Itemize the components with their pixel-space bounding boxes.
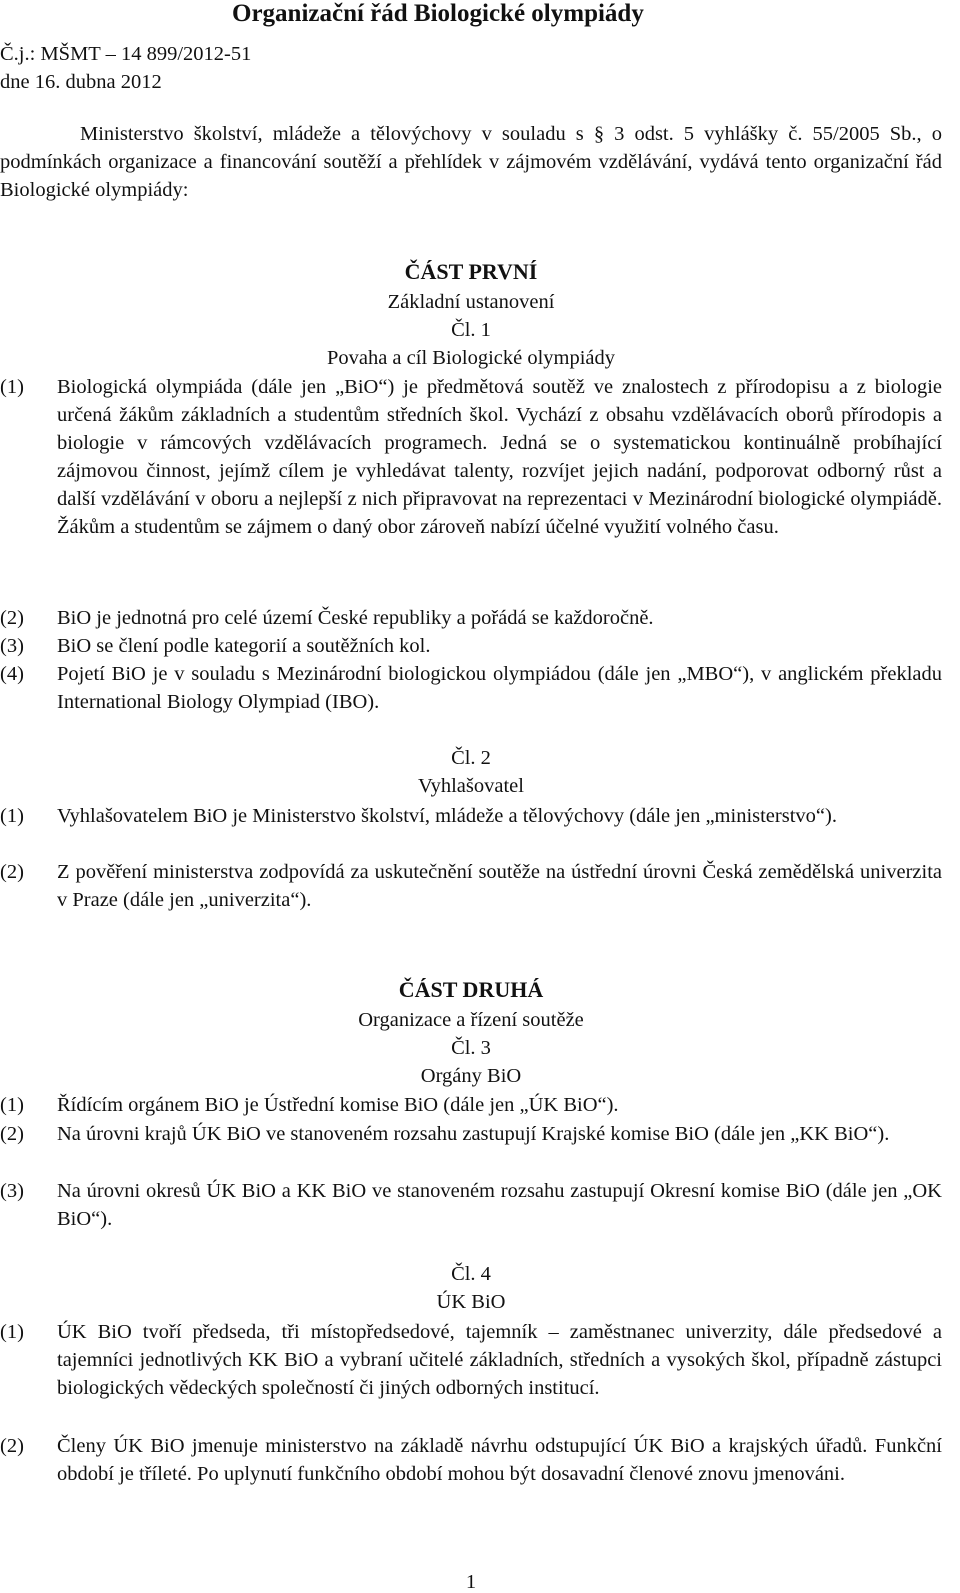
art2-title: Vyhlašovatel: [418, 775, 524, 797]
art4-para-2: [0, 1432, 942, 1488]
art3-label: Čl. 3: [451, 1037, 491, 1059]
art1-para-4: [0, 660, 942, 716]
para-number: (3): [0, 1180, 24, 1202]
para-number: (3): [0, 635, 24, 657]
intro-text: Ministerstvo školství, mládeže a tělovýchovy v souladu s § 3 odst. 5 vyhlášky č. 55/2005 Sb., o podmínkách organizace a financování soutěží a přehlídek v zájmovém vzdělávání, vydává tento organizační řád Biologické olympiády:: [0, 123, 942, 201]
para-text: Vyhlašovatelem BiO je Ministerstvo školství, mládeže a tělovýchovy (dále jen „ministerstvo“).: [57, 805, 837, 827]
art2-label: Čl. 2: [451, 747, 491, 769]
art1-title: Povaha a cíl Biologické olympiády: [326, 347, 616, 369]
para-number: (1): [0, 1094, 24, 1116]
para-number: (1): [0, 376, 24, 398]
art3-para-2: [0, 1120, 942, 1148]
para-text: BiO se člení podle kategorií a soutěžních kol.: [57, 635, 431, 657]
para-text: Členy ÚK BiO jmenuje ministerstvo na základě návrhu odstupující ÚK BiO a krajských úřadů. Funkční období je tříleté. Po uplynutí funkčního období mohou být dosavadní členové znovu jmenováni.: [57, 1435, 942, 1485]
art1-para-3: [0, 632, 942, 660]
para-text: Řídícím orgánem BiO je Ústřední komise BiO (dále jen „ÚK BiO“).: [57, 1094, 619, 1116]
part1-heading: ČÁST PRVNÍ: [404, 259, 538, 284]
reference-block: [0, 40, 251, 96]
art1-para-2: [0, 604, 942, 632]
para-text: Na úrovni krajů ÚK BiO ve stanoveném rozsahu zastupují Krajské komise BiO (dále jen „KK BiO“).: [57, 1123, 890, 1145]
art1-para-1: [0, 373, 942, 541]
art3-para-3: [0, 1177, 942, 1233]
para-text: Pojetí BiO je v souladu s Mezinárodní biologickou olympiádou (dále jen „MBO“), v anglickém překladu International Biology Olympiad (IBO).: [57, 663, 942, 713]
art1-label: Čl. 1: [451, 319, 491, 341]
para-text: BiO je jednotná pro celé území České republiky a pořádá se každoročně.: [57, 607, 654, 629]
document-title: Organizační řád Biologické olympiády: [232, 0, 644, 27]
para-number: (2): [0, 607, 24, 629]
part1-subheading: Základní ustanovení: [387, 291, 555, 313]
art3-title: Orgány BiO: [420, 1065, 522, 1087]
art4-label: Čl. 4: [451, 1263, 491, 1285]
art2-para-1: [0, 802, 942, 830]
para-text: ÚK BiO tvoří předseda, tři místopředsedové, tajemník – zaměstnanec univerzity, dále předsedové a tajemníci jednotlivých KK BiO a vybraní učitelé základních, středních a vysokých škol, případně zástupci biologických vědeckých společností či jiných odborných institucí.: [57, 1321, 942, 1399]
para-number: (2): [0, 1435, 24, 1457]
art2-para-2: [0, 858, 942, 914]
page-number: 1: [465, 1571, 477, 1593]
para-number: (1): [0, 805, 24, 827]
intro-paragraph: [0, 120, 942, 204]
art3-para-1: [0, 1091, 942, 1119]
para-number: (4): [0, 663, 24, 685]
part2-subheading: Organizace a řízení soutěže: [358, 1009, 584, 1031]
reference-number: Č.j.: MŠMT – 14 899/2012-51: [0, 43, 252, 65]
para-text: Z pověření ministerstva zodpovídá za uskutečnění soutěže na ústřední úrovni Česká zemědělská univerzita v Praze (dále jen „univerzita“).: [57, 861, 942, 911]
para-text: Na úrovni okresů ÚK BiO a KK BiO ve stanoveném rozsahu zastupují Okresní komise BiO (dále jen „OK BiO“).: [57, 1180, 942, 1230]
part2-heading: ČÁST DRUHÁ: [398, 977, 544, 1002]
para-number: (2): [0, 861, 24, 883]
art4-title: ÚK BiO: [436, 1291, 506, 1313]
art4-para-1: [0, 1318, 942, 1402]
document-date: dne 16. dubna 2012: [0, 71, 162, 93]
para-number: (2): [0, 1123, 24, 1145]
para-number: (1): [0, 1321, 24, 1343]
para-text: Biologická olympiáda (dále jen „BiO“) je předmětová soutěž ve znalostech z přírodopisu a z biologie určená žákům základních a studentům středních škol. Vychází z obsahu vzdělávacích oborů přírodopis a biologie v rámcových vzdělávacích programech. Jedná se o systematickou kontinuálně probíhající zájmovou činnost, jejímž cílem je vyhledávat talenty, rozvíjet jejich nadání, podporovat odborný růst a další vzdělávání v oboru a nejlepší z nich připravovat na reprezentaci v Mezinárodní biologické olympiádě. Žákům a studentům se zájmem o daný obor zároveň nabízí účelné využití volného času.: [57, 376, 942, 538]
